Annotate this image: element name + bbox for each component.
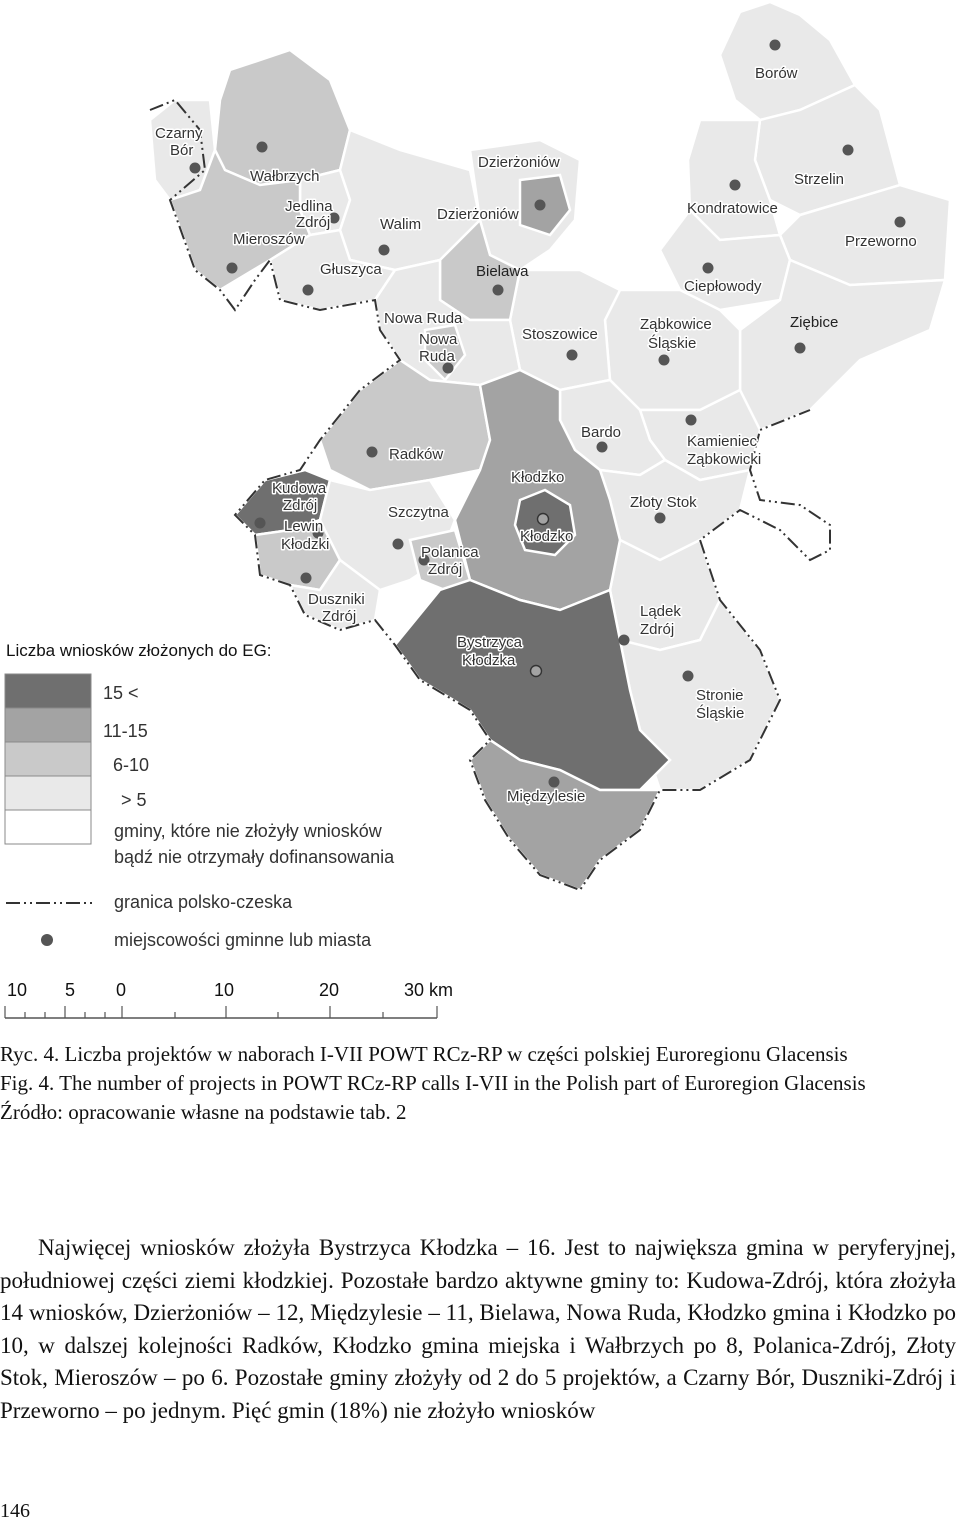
seat-mieroszow: [227, 263, 238, 274]
legend-class-4: > 5: [121, 790, 147, 810]
label-szczytna: Szczytna: [388, 504, 449, 521]
legend-swatch-pale: [5, 776, 91, 810]
body-text: [0, 1232, 956, 1427]
seat-walbrzych: [257, 142, 268, 153]
legend-swatch-none: [5, 810, 91, 844]
caption-polish: Ryc. 4. Liczba projektów w naborach I-VII POWT RCz-RP w części polskiej Euroregionu Glacensis: [0, 1042, 848, 1066]
scale-tick-label-6: 30 km: [404, 980, 454, 1000]
label-stronie: Stronie Śląskie: [696, 687, 745, 722]
legend-class-1: 15 <: [103, 683, 139, 703]
seat-cieplowody: [703, 263, 714, 274]
seat-miedzylesie: [549, 777, 560, 788]
scale-tick-label-2: 5: [65, 980, 76, 1000]
page-number: 146: [0, 1500, 30, 1522]
figure-captions: [0, 1040, 960, 1127]
label-bardo: Bardo: [581, 424, 622, 441]
seat-bystrzyca: [531, 666, 542, 677]
legend-swatch-light: [5, 742, 91, 776]
legend-title: Liczba wniosków złożonych do EG:: [6, 641, 272, 660]
seat-bielawa: [493, 285, 504, 296]
label-polanica: Polanica Zdrój: [421, 544, 479, 578]
legend-seat-label: miejscowości gminne lub miasta: [114, 930, 372, 950]
label-borow: Borów: [755, 65, 798, 82]
label-stoszowice: Stoszowice: [522, 326, 598, 343]
label-gluszyca: Głuszyca: [320, 261, 382, 278]
label-ziebice: Ziębice: [790, 314, 839, 331]
legend-seat-dot: [41, 934, 53, 946]
seat-duszniki: [301, 573, 312, 584]
scale-tick-label-3: 0: [116, 980, 127, 1000]
caption-source: Źródło: opracowanie własne na podstawie tab. 2: [0, 1100, 407, 1124]
seat-strzelin: [843, 145, 854, 156]
seat-ziebice: [795, 343, 806, 354]
legend-swatch-dark: [5, 674, 91, 708]
label-lewin: Lewin Kłodzki: [281, 518, 330, 553]
label-mieroszow: Mieroszów: [233, 231, 305, 248]
seat-bardo: [597, 442, 608, 453]
seat-kondratowice: [730, 180, 741, 191]
scale-tick-label-5: 20: [319, 980, 340, 1000]
label-klodzko-gm: Kłodzko: [511, 469, 565, 486]
label-walbrzych: Wałbrzych: [250, 168, 320, 185]
legend-swatch-mid: [5, 708, 91, 742]
label-kondratowice: Kondratowice: [687, 200, 778, 217]
legend-class-5-line1: gminy, które nie złożyły wniosków: [114, 821, 382, 841]
label-miedzylesie: Międzylesie: [507, 788, 586, 805]
label-czarny-bor: Czarny Bór: [155, 125, 203, 159]
label-walim: Walim: [380, 216, 422, 233]
label-nowa-ruda-m: Nowa Ruda: [419, 331, 458, 365]
label-jedlina: Jedlina Zdrój: [285, 198, 333, 231]
seat-ladek: [619, 635, 630, 646]
region-walbrzych: [215, 50, 350, 185]
seat-dzierzoniow: [535, 200, 546, 211]
label-radkow: Radków: [389, 446, 444, 463]
label-dzierzoniow-gm: Dzierżoniów: [478, 154, 560, 171]
label-cieplowody: Ciepłowody: [684, 278, 762, 295]
label-bielawa: Bielawa: [476, 263, 529, 280]
legend-class-2: 11-15: [103, 721, 148, 741]
regions: [150, 2, 950, 890]
seat-gluszyca: [303, 285, 314, 296]
seat-zabkowice: [659, 355, 670, 366]
label-klodzko-m: Kłodzko: [520, 528, 574, 545]
legend-class-5-line2: bądź nie otrzymały dofinansowania: [114, 847, 395, 867]
label-przeworno: Przeworno: [845, 233, 917, 250]
label-dzierzoniow-m: Dzierżoniów: [437, 206, 519, 223]
scale-ticks: [5, 1006, 437, 1018]
seat-stoszowice: [567, 350, 578, 361]
label-zloty-stok: Złoty Stok: [630, 494, 697, 511]
legend-class-3: 6-10: [113, 755, 150, 775]
map-legend: [5, 641, 395, 950]
label-nowa-ruda-gm: Nowa Ruda: [384, 310, 463, 327]
seat-borow: [770, 40, 781, 51]
seat-stronie: [683, 671, 694, 682]
label-kudowa: Kudowa Zdrój: [272, 480, 327, 514]
seat-radkow: [367, 447, 378, 458]
scale-bar: [5, 980, 453, 1018]
label-ladek: Lądek Zdrój: [640, 603, 681, 638]
label-kamieniec: Kamieniec Ząbkowicki: [687, 433, 762, 468]
seat-przeworno: [895, 217, 906, 228]
seat-klodzko: [538, 514, 549, 525]
seat-zloty-stok: [655, 513, 666, 524]
seat-walim: [379, 245, 390, 256]
seat-kudowa: [255, 518, 266, 529]
seat-kamieniec: [686, 415, 697, 426]
scale-tick-label-4: 10: [214, 980, 235, 1000]
label-zabkowice: Ząbkowice Śląskie: [640, 316, 712, 352]
label-duszniki: Duszniki Zdrój: [308, 591, 365, 625]
seat-szczytna: [393, 539, 404, 550]
body-paragraph: Najwięcej wniosków złożyła Bystrzyca Kłodzka – 16. Jest to największa gmina w peryferyjnej, południowej części ziemi kłodzkiej. Pozostałe bardzo aktywne gminy to: Kudowa-Zdrój, która złożyła 14 wniosków, Dzierżoniów – 12, Międzylesie – 11, Bielawa, Nowa Ruda, Kłodzko gmina i Kłodzko po 10, w dalszej kolejności Radków, Kłodzko gmina miejska i Wałbrzych po 8, Polanica-Zdrój, Złoty Stok, Mieroszów – po 6. Pozostałe gminy złożyły od 2 do 5 projektów, a Czarny Bór, Duszniki-Zdrój i Przeworno – po jednym. Pięć gmin (18%) nie złożyło wniosków: [0, 1235, 956, 1423]
scale-tick-label-1: 10: [7, 980, 28, 1000]
seat-czarny-bor: [190, 163, 201, 174]
label-strzelin: Strzelin: [794, 171, 845, 188]
label-bystrzyca: Bystrzyca Kłodzka: [457, 634, 523, 669]
legend-border-label: granica polsko-czeska: [114, 892, 293, 912]
caption-english: Fig. 4. The number of projects in POWT RCz-RP calls I-VII in the Polish part of Euroregion Glacensis: [0, 1071, 866, 1095]
